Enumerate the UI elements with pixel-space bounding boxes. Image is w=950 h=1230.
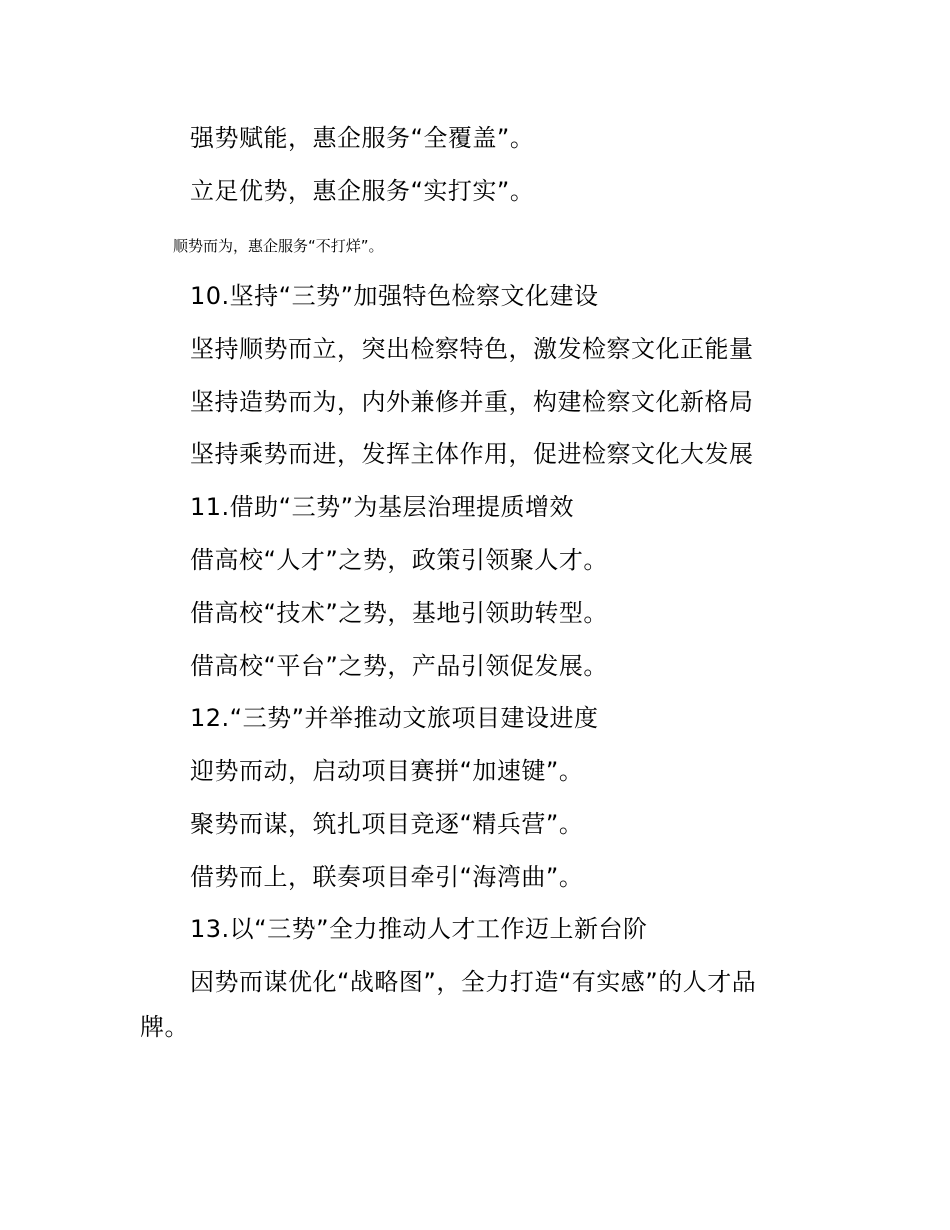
paragraph-line: 强势赋能，惠企服务“全覆盖”。 [190,124,535,152]
paragraph-line-small: 顺势而为，惠企服务“不打烊”。 [173,237,384,255]
section-heading: 11.借助“三势”为基层治理提质增效 [190,493,575,521]
paragraph-line: 迎势而动，启动项目赛拼“加速键”。 [190,757,584,785]
paragraph-line: 借高校“技术”之势，基地引领助转型。 [190,599,608,627]
paragraph-line: 借高校“人才”之势，政策引领聚人才。 [190,546,608,574]
paragraph-line: 坚持造势而为，内外兼修并重，构建检察文化新格局 [190,388,754,416]
paragraph-line: 聚势而谋，筑扎项目竞逐“精兵营”。 [190,810,584,838]
section-heading: 12.“三势”并举推动文旅项目建设进度 [190,704,599,732]
section-heading: 13.以“三势”全力推动人才工作迈上新台阶 [190,915,648,943]
paragraph-line: 坚持顺势而立，突出检察特色，激发检察文化正能量 [190,335,754,363]
paragraph-line: 因势而谋优化“战略图”，全力打造“有实感”的人才品 [190,968,757,996]
paragraph-line: 借高校“平台”之势，产品引领促发展。 [190,652,608,680]
paragraph-line: 立足优势，惠企服务“实打实”。 [190,177,535,205]
section-heading: 10.坚持“三势”加强特色检察文化建设 [190,282,599,310]
paragraph-line: 借势而上，联奏项目牵引“海湾曲”。 [190,863,584,891]
paragraph-line-continuation: 牌。 [140,1013,189,1041]
paragraph-line: 坚持乘势而进，发挥主体作用，促进检察文化大发展 [190,440,754,468]
